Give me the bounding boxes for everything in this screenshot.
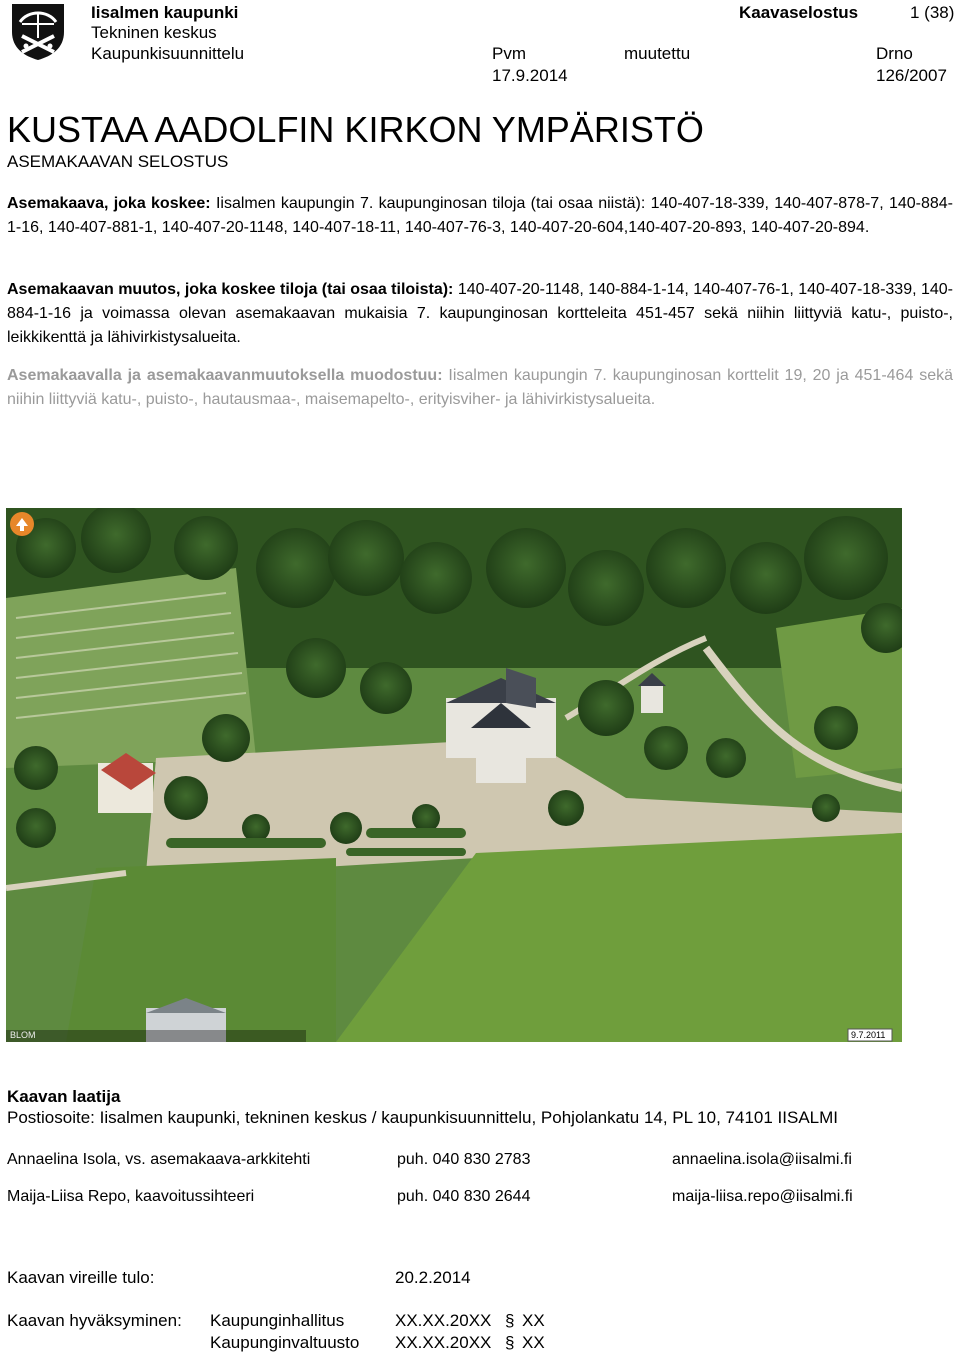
aerial-photo bbox=[6, 508, 902, 1042]
plan-result-paragraph bbox=[7, 364, 953, 412]
hyvaksyminen-label: Kaavan hyväksyminen: bbox=[7, 1311, 182, 1330]
section-sign-icon: § bbox=[505, 1311, 515, 1330]
author-2-email[interactable]: maija-liisa.repo@iisalmi.fi bbox=[672, 1188, 853, 1205]
author-1-email[interactable]: annaelina.isola@iisalmi.fi bbox=[672, 1151, 852, 1168]
photo-credit: BLOM bbox=[10, 1030, 36, 1040]
unit-name: Kaupunkisuunnittelu bbox=[91, 44, 245, 63]
org-name: Iisalmen kaupunki bbox=[91, 3, 239, 22]
document-title: KUSTAA AADOLFIN KIRKON YMPÄRISTÖ bbox=[7, 109, 704, 150]
author-2-name: Maija-Liisa Repo, kaavoitussihteeri bbox=[7, 1188, 255, 1205]
postal-address: Postiosoite: Iisalmen kaupunki, tekninen keskus / kaupunkisuunnittelu, Pohjolankatu 14, PL 10, 74101 IISALMI bbox=[7, 1108, 838, 1127]
drno-value: 126/2007 bbox=[876, 66, 947, 85]
approval-date-2: XX.XX.20XX bbox=[395, 1333, 492, 1352]
drno-label: Drno bbox=[876, 44, 913, 63]
plan-scope-paragraph bbox=[7, 192, 953, 240]
approval-mark-1: XX bbox=[522, 1311, 545, 1330]
plan-change-paragraph bbox=[7, 278, 953, 350]
muutettu-label: muutettu bbox=[624, 44, 691, 63]
author-1-name: Annaelina Isola, vs. asemakaava-arkkitehti bbox=[7, 1151, 311, 1168]
approval-mark-2: XX bbox=[522, 1333, 545, 1352]
vireille-date: 20.2.2014 bbox=[395, 1268, 471, 1287]
document-subtitle: ASEMAKAAVAN SELOSTUS bbox=[7, 152, 229, 171]
department-name: Tekninen keskus bbox=[91, 23, 217, 42]
section-sign-icon: § bbox=[505, 1333, 515, 1352]
author-2-phone: puh. 040 830 2644 bbox=[397, 1188, 531, 1205]
plan-scope-label: Asemakaava, joka koskee: bbox=[7, 195, 211, 212]
approval-body-2: Kaupunginvaltuusto bbox=[210, 1333, 360, 1352]
pvm-value: 17.9.2014 bbox=[492, 66, 568, 85]
page-number: 1 (38) bbox=[910, 3, 955, 22]
plan-change-text: 140-407-20-1148, 140-884-1-14, 140-407-76-1, 140-407-18-339, 140-884-1-16 ja voimassa olevan asemakaavan mukaisia 7. kaupunginosan kortteleita 451-457 sekä niihin liittyviä katu-, puisto-, leikkikenttä ja lähivirkistysalueita. bbox=[7, 281, 954, 346]
city-coat-of-arms-logo bbox=[8, 2, 68, 62]
pvm-label: Pvm bbox=[492, 44, 526, 63]
author-1-phone: puh. 040 830 2783 bbox=[397, 1151, 531, 1168]
photo-date-stamp: 9.7.2011 bbox=[851, 1030, 886, 1040]
document-type: Kaavaselostus bbox=[739, 3, 859, 22]
approval-body-1: Kaupunginhallitus bbox=[210, 1311, 345, 1330]
plan-change-label: Asemakaavan muutos, joka koskee tiloja (tai osaa tiloista): bbox=[7, 281, 454, 298]
plan-result-label: Asemakaavalla ja asemakaavanmuutoksella muodostuu: bbox=[7, 367, 443, 384]
approval-date-1: XX.XX.20XX bbox=[395, 1311, 492, 1330]
vireille-label: Kaavan vireille tulo: bbox=[7, 1268, 155, 1287]
authors-heading: Kaavan laatija bbox=[7, 1087, 121, 1106]
plan-result-text: Iisalmen kaupungin 7. kaupunginosan korttelit 19, 20 ja 451-464 sekä niihin liittyviä katu-, puisto-, hautausmaa-, maisemapelto-, erityisviher- ja lähivirkistysalueita. bbox=[7, 367, 953, 408]
plan-scope-text: Iisalmen kaupungin 7. kaupunginosan tiloja (tai osaa niistä): 140-407-18-339, 140-407-878-7, 140-884-1-16, 140-407-881-1, 140-407-20-1148, 140-407-18-11, 140-407-76-3, 140-407-20-604,140-407-20-893, 140-407-20-894. bbox=[7, 195, 953, 236]
